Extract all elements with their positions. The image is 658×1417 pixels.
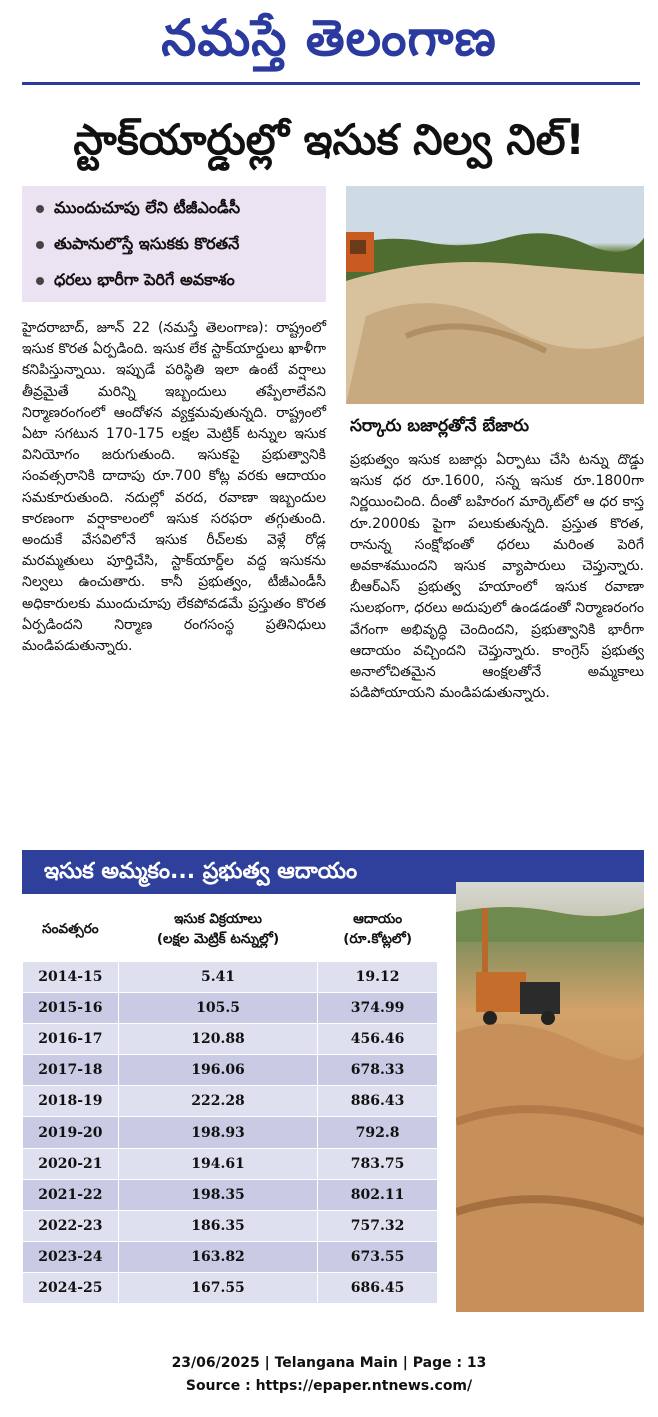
table-cell-sales: 194.61 <box>118 1148 317 1179</box>
sand-mining-photo <box>456 882 644 1312</box>
table-cell-revenue: 792.8 <box>318 1117 438 1148</box>
table-cell-revenue: 886.43 <box>318 1086 438 1117</box>
table-cell-sales: 120.88 <box>118 1024 317 1055</box>
table-cell-revenue: 678.33 <box>318 1055 438 1086</box>
table-row <box>23 1148 438 1179</box>
table-cell-revenue: 673.55 <box>318 1241 438 1272</box>
table-row <box>23 1024 438 1055</box>
table-row <box>23 1241 438 1272</box>
sand-stockyard-photo <box>346 186 644 404</box>
highlight-item: ధరలు భారీగా పెరిగే అవకాశం <box>36 266 326 302</box>
table-header-row <box>23 897 438 962</box>
article-right-column: ప్రభుత్వం ఇసుక బజార్లు ఏర్పాటు చేసి టన్ను దొడ్డు ఇసుక ధర రూ.1600, సన్న ఇసుక రూ.1800గా నిర్ణయించింది. దీంతో బహిరంగ మార్కెట్‌లో ఆ ధర కాస్త రూ.2000కు పైగా పలుకుతున్నది. ప్రస్తుత కొరత, రానున్న సంక్షోభంతో ధరలు మరింత పెరిగే అవకాశముందని ఇసుక వ్యాపారులు చెప్తున్నారు. బీఆర్‌ఎస్ ప్రభుత్వ హయాంలో ఇసుక రవాణా సులభంగా, ధరలు అదుపులో ఉండడంతో నిర్మాణరంగం వేగంగా అభివృద్ధి చెందిందని, ప్రభుత్వానికి భారీగా ఆదాయం వచ్చిందని చెప్తున్నారు. కాంగ్రెస్ ప్రభుత్వ అనాలోచితమైన ఆంక్షలతోనే అమ్మకాలు పడిపోయాయని మండిపడుతున్నారు. <box>350 452 644 702</box>
table-cell-sales: 167.55 <box>118 1272 317 1303</box>
table-cell-revenue: 19.12 <box>318 962 438 993</box>
table-cell-revenue: 374.99 <box>318 993 438 1024</box>
article-subheading: సర్కారు బజార్లతోనే బేజారు <box>350 416 529 436</box>
table-cell-year: 2014-15 <box>23 962 119 993</box>
table-cell-year: 2022-23 <box>23 1210 119 1241</box>
header-sales: ఇసుక విక్రయాలు (లక్షల మెట్రిక్ టన్నుల్లో) <box>118 897 317 962</box>
highlight-item: తుపానులొస్తే ఇసుకకు కొరతనే <box>36 230 326 266</box>
table-row <box>23 1210 438 1241</box>
table-cell-year: 2019-20 <box>23 1117 119 1148</box>
table-row <box>23 1055 438 1086</box>
table-row <box>23 1272 438 1303</box>
bullet-icon <box>36 277 44 285</box>
table-cell-revenue: 456.46 <box>318 1024 438 1055</box>
masthead-logo: నమస్తే తెలంగాణ <box>161 8 497 67</box>
table-cell-year: 2016-17 <box>23 1024 119 1055</box>
table-cell-year: 2020-21 <box>23 1148 119 1179</box>
sales-revenue-table <box>22 896 438 1304</box>
headline: స్టాక్‌యార్డుల్లో ఇసుక నిల్వ నిల్! <box>73 115 585 164</box>
masthead-divider <box>22 82 640 85</box>
bullet-icon <box>36 241 44 249</box>
table-row <box>23 962 438 993</box>
table-cell-year: 2021-22 <box>23 1179 119 1210</box>
header-year: సంవత్సరం <box>23 897 119 962</box>
table-cell-revenue: 783.75 <box>318 1148 438 1179</box>
bullet-icon <box>36 205 44 213</box>
table-row <box>23 1179 438 1210</box>
table-cell-sales: 186.35 <box>118 1210 317 1241</box>
table-cell-year: 2023-24 <box>23 1241 119 1272</box>
table-cell-revenue: 686.45 <box>318 1272 438 1303</box>
table-cell-sales: 222.28 <box>118 1086 317 1117</box>
table-cell-sales: 198.93 <box>118 1117 317 1148</box>
table-cell-sales: 196.06 <box>118 1055 317 1086</box>
table-cell-sales: 105.5 <box>118 993 317 1024</box>
table-cell-sales: 5.41 <box>118 962 317 993</box>
article-left-column: హైదరాబాద్, జూన్ 22 (నమస్తే తెలంగాణ): రాష్ట్రంలో ఇసుక కొరత ఏర్పడింది. ఇసుక లేక స్టాక్‌యార్డులు ఖాళీగా కనిపిస్తున్నాయి. ఇప్పుడే పరిస్థితి ఇలా ఉంటే వర్షాలు తీవ్రమైతే మరిన్ని ఇబ్బందులు తప్పేలాలేవని నిర్మాణరంగంలో ఆందోళన వ్యక్తమవుతున్నది. రాష్ట్రంలో ఏటా సగటున 170-175 లక్షల మెట్రిక్ టన్నుల ఇసుక వినియోగం జరుగుతుంది. ఇసుకపై ప్రభుత్వానికి సంవత్సరానికి దాదాపు రూ.700 కోట్ల వరకు ఆదాయం సమకూరుతుంది. నదుల్లో వరద, రవాణా ఇబ్బందుల కారణంగా వర్షాకాలంలో ఇసుక సరఫరా తగ్గుతుంది. అందుకే వేసవిలోనే ఇసుక రీచ్‌లకు వెళ్లే రోడ్ల మరమ్మతులు పూర్తిచేసి, స్టాక్‌యార్డ్‌ల వద్ద ఇసుకను నిల్వలు ఉంచుతారు. కానీ ప్రభుత్వం, టీజీఎండీసీ అధికారులకు ముందుచూపు లేకపోవడమే ప్రస్తుతం కొరత ఏర్పడిందని నిర్మాణ రంగసంస్థ ప్రతినిధులు మండిపడుతున్నారు. <box>22 320 326 655</box>
table-cell-year: 2015-16 <box>23 993 119 1024</box>
table-cell-sales: 198.35 <box>118 1179 317 1210</box>
sand-truck-photo-illustration <box>456 882 644 1312</box>
table-cell-year: 2024-25 <box>23 1272 119 1303</box>
footer-date-line: 23/06/2025 | Telangana Main | Page : 13 <box>171 1355 487 1371</box>
table-cell-revenue: 757.32 <box>318 1210 438 1241</box>
highlight-item: ముందుచూపు లేని టీజీఎండీసీ <box>36 194 326 230</box>
table-row <box>23 1117 438 1148</box>
table-cell-year: 2018-19 <box>23 1086 119 1117</box>
highlights-box <box>22 186 326 302</box>
footer-source-link[interactable]: Source : https://epaper.ntnews.com/ <box>185 1378 473 1394</box>
table-row <box>23 993 438 1024</box>
header-revenue: ఆదాయం (రూ.కోట్లలో) <box>318 897 438 962</box>
table-banner-title: ఇసుక అమ్మకం... ప్రభుత్వ ఆదాయం <box>22 850 644 894</box>
table-cell-revenue: 802.11 <box>318 1179 438 1210</box>
table-row <box>23 1086 438 1117</box>
table-cell-year: 2017-18 <box>23 1055 119 1086</box>
table-cell-sales: 163.82 <box>118 1241 317 1272</box>
excavator-photo-illustration <box>346 186 644 404</box>
